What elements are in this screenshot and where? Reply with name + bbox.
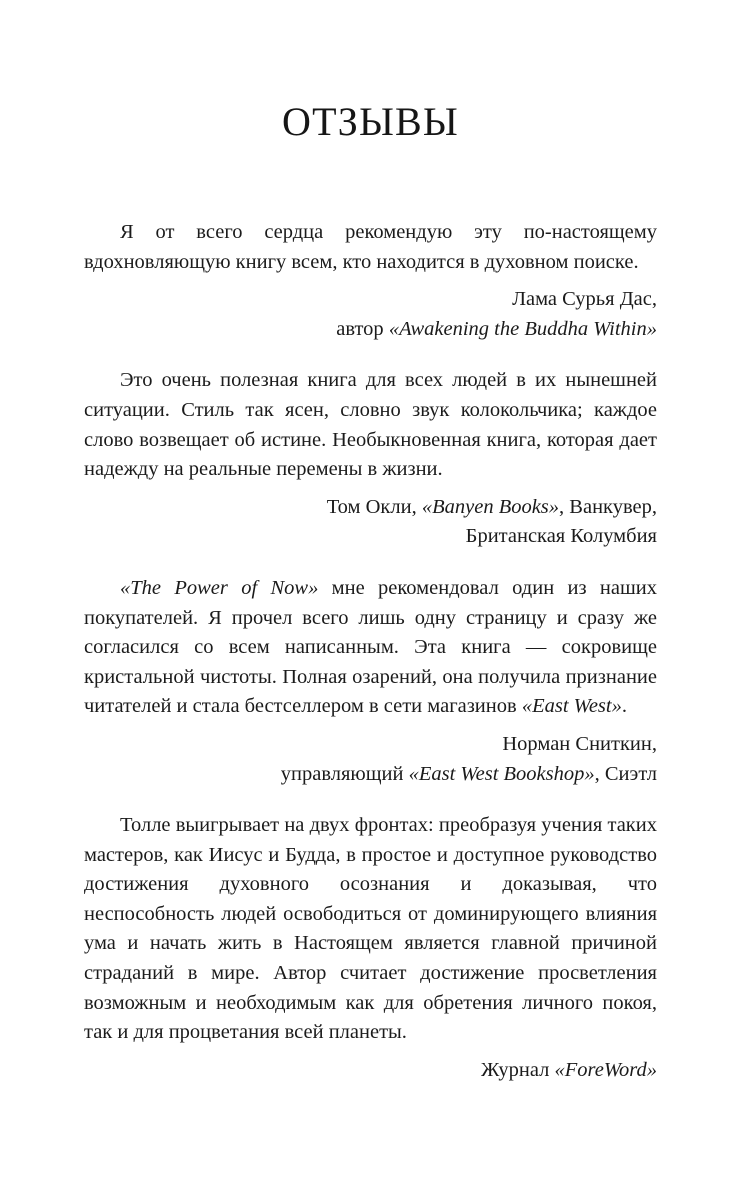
review-quote — [84, 811, 657, 1048]
review-block — [84, 366, 657, 552]
text-run: . — [621, 695, 627, 718]
italic-title-text: «East West» — [521, 695, 622, 718]
text-run: Толле выигрывает на двух фронтах: преобразуя учения таких мастеров, как Иисус и Будда, в простое и доступное руководство достижения духовного осознания и доказывая, что неспособность людей освободиться от доминирующего влияния ума и начать жить в Настоящем является главной причиной страданий в мире. Автор считает достижение просветления возможным и необходимым как для обретения личного покоя, так и для процветания всей планеты. — [84, 814, 657, 1044]
review-quote — [84, 366, 657, 484]
text-run: управляющий — [280, 762, 409, 785]
italic-title-text: «The Power of Now» — [120, 576, 319, 599]
attribution-line — [84, 760, 657, 790]
review-attribution — [84, 730, 657, 789]
reviews-list — [84, 218, 657, 1085]
review-attribution — [84, 1056, 657, 1086]
review-quote — [84, 574, 657, 722]
attribution-line — [84, 522, 657, 552]
review-attribution — [84, 493, 657, 552]
text-run: Норман Сниткин, — [502, 732, 657, 755]
page-title: ОТЗЫВЫ — [281, 99, 459, 144]
text-run: автор — [336, 317, 389, 340]
text-run: , Сиэтл — [594, 762, 657, 785]
text-run: Лама Сурья Дас, — [512, 288, 657, 311]
review-block — [84, 574, 657, 789]
attribution-line — [84, 1056, 657, 1086]
text-run: Это очень полезная книга для всех людей в их нынешней ситуации. Стиль так ясен, словно звук колокольчика; каждое слово возвещает об истине. Необыкновенная книга, которая дает надежду на реальные перемены в жизни. — [84, 369, 657, 481]
text-run: Британская Колумбия — [465, 525, 657, 548]
text-run: Я от всего сердца рекомендую эту по-настоящему вдохновляющую книгу всем, кто находится в духовном поиске. — [84, 221, 657, 273]
attribution-line — [84, 285, 657, 315]
text-run: Том Окли, — [326, 495, 422, 518]
review-block — [84, 811, 657, 1085]
attribution-line — [84, 493, 657, 523]
italic-title-text: «ForeWord» — [554, 1058, 657, 1081]
review-block — [84, 218, 657, 344]
italic-title-text: «Banyen Books» — [421, 495, 560, 518]
attribution-line — [84, 730, 657, 760]
review-quote — [84, 218, 657, 277]
attribution-line — [84, 315, 657, 345]
text-run: мне рекомендовал один из наших покупателей. Я прочел всего лишь одну страницу и сразу же согласился со всем написанным. Эта книга — сокровище кристальной чистоты. Полная озарений, она получила признание читателей и стала бестселлером в сети магазинов — [84, 576, 657, 718]
italic-title-text: «Awakening the Buddha Within» — [388, 317, 657, 340]
review-attribution — [84, 285, 657, 344]
italic-title-text: «East West Bookshop» — [408, 762, 595, 785]
text-run: Журнал — [481, 1058, 555, 1081]
text-run: , Ванкувер, — [559, 495, 657, 518]
